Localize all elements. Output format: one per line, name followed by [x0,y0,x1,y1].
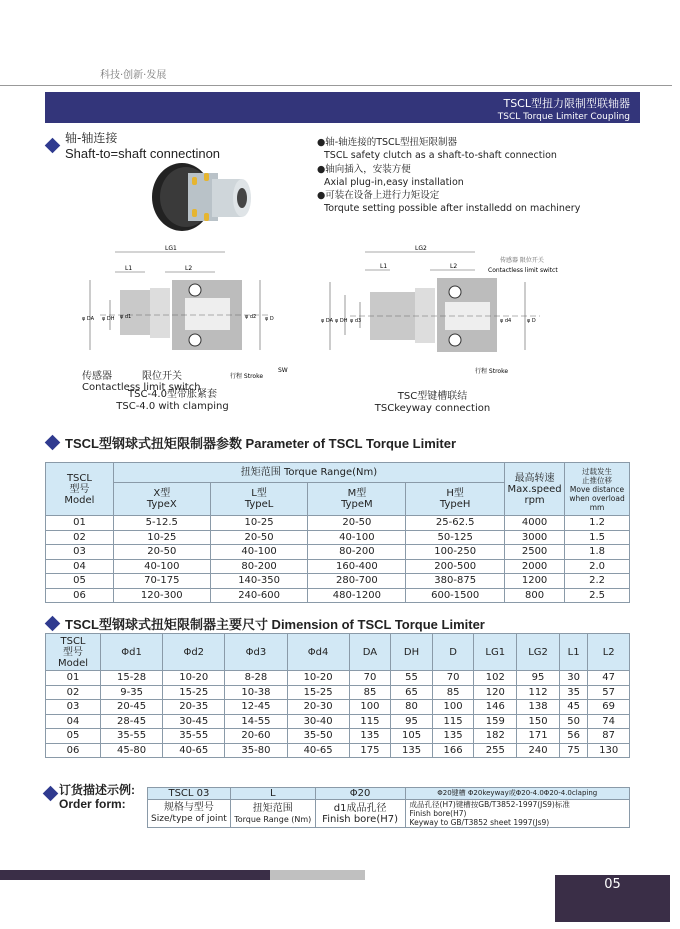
order-desc: d1成品孔径 Finish bore(H7) [315,800,405,828]
caption-en: TSC-4.0 with clamping [116,401,229,412]
table-cell: 12-45 [225,700,287,715]
column-header: Φd2 [163,634,225,671]
table-cell: 45-80 [101,743,163,758]
label-da: φ DA [82,316,95,322]
column-header: L2 [588,634,630,671]
table-cell: 10-38 [225,685,287,700]
type-m-head: M型 TypeM [308,483,406,516]
footer-bar [0,870,270,880]
table-cell: 175 [349,743,391,758]
label-l1: L1 [125,265,133,272]
table-cell: 35-55 [163,729,225,744]
feature-en: Axial plug-in,easy installation [324,176,464,188]
model-head: TSCL 型号 Model [46,463,114,516]
table-row [46,671,630,686]
order-label-en: Order form: [59,797,126,811]
column-header: L1 [559,634,587,671]
table-cell: 02 [46,685,101,700]
table-cell: 8-28 [225,671,287,686]
label-lg2: LG2 [415,245,427,252]
feature-list [317,136,580,216]
table-cell: 182 [474,729,517,744]
table-cell: 70-175 [113,574,210,589]
table-cell: 40-100 [210,545,308,560]
table-cell: 1.5 [565,530,630,545]
table-cell: 80-200 [308,545,406,560]
speed-head: 最高转速 Max.speed rpm [505,463,565,516]
table-cell: 140-350 [210,574,308,589]
type-l-head: L型 TypeL [210,483,308,516]
table-cell: 55 [391,671,433,686]
dim-title: TSCL型钢球式扭矩限制器主要尺寸 Dimension of TSCL Torque Limiter [65,617,485,632]
table-cell: 2.0 [565,559,630,574]
table-cell: 85 [432,685,474,700]
diamond-icon [45,435,61,451]
table-cell: 160-400 [308,559,406,574]
table-cell: 800 [505,588,565,603]
table-cell: 95 [391,714,433,729]
table-cell: 3000 [505,530,565,545]
table-cell: 74 [588,714,630,729]
order-label-cn: 订货描述示例: [59,783,135,797]
table-cell: 06 [46,588,114,603]
table-cell: 40-100 [308,530,406,545]
table-cell: 28-45 [101,714,163,729]
model-head: TSCL 型号 Model [46,634,101,671]
table-cell: 9-35 [101,685,163,700]
table-cell: 06 [46,743,101,758]
table-row [46,714,630,729]
table-cell: 35-55 [101,729,163,744]
divider [0,85,672,86]
label-d: φ D [265,316,274,322]
table-cell: 75 [559,743,587,758]
table-cell: 57 [588,685,630,700]
feature-en: Torqute setting possible after installedd on machinery [324,203,581,215]
table-cell: 135 [391,743,433,758]
caption-keyway [370,391,495,415]
param-table [45,462,630,603]
table-cell: 10-20 [287,671,349,686]
drawing-clamping [80,240,300,380]
table-cell: 65 [391,685,433,700]
table-cell: 56 [559,729,587,744]
switch-cn: 限位开关 [142,371,182,382]
table-cell: 100 [349,700,391,715]
table-cell: 70 [349,671,391,686]
table-cell: 146 [474,700,517,715]
table-cell: 480-1200 [308,588,406,603]
table-cell: 20-50 [210,530,308,545]
order-example: TSCL 03 [148,788,231,800]
table-cell: 115 [432,714,474,729]
table-cell: 20-35 [163,700,225,715]
table-cell: 102 [474,671,517,686]
table-cell: 30-45 [163,714,225,729]
table-cell: 120-300 [113,588,210,603]
table-row [46,588,630,603]
feature-en: TSCL safety clutch as a shaft-to-shaft connection [324,150,557,162]
table-cell: 100-250 [406,545,505,560]
order-example: Φ20键槽 Φ20keyway或Φ20-4.0Φ20-4.0claping [405,788,629,800]
table-cell: 600-1500 [406,588,505,603]
table-cell: 2.5 [565,588,630,603]
table-row [46,743,630,758]
table-row [46,559,630,574]
table-cell: 4000 [505,516,565,531]
sensor-en: Contactless limit switch [82,382,201,393]
table-cell: 5-12.5 [113,516,210,531]
title-banner [45,92,640,123]
order-example: L [230,788,315,800]
table-cell: 10-25 [210,516,308,531]
table-cell: 10-25 [113,530,210,545]
label-d1: φ d1 [120,314,132,320]
table-cell: 280-700 [308,574,406,589]
caption-cn: TSC-4.0型带胀紧套 [128,389,217,400]
table-cell: 85 [349,685,391,700]
table-cell: 120 [474,685,517,700]
table-cell: 15-25 [163,685,225,700]
table-cell: 40-65 [287,743,349,758]
table-cell: 150 [517,714,560,729]
table-cell: 115 [349,714,391,729]
column-header: LG1 [474,634,517,671]
table-cell: 10-20 [163,671,225,686]
table-cell: 70 [432,671,474,686]
table-cell: 30-40 [287,714,349,729]
param-title: TSCL型钢球式扭矩限制器参数 Parameter of TSCL Torque Limiter [65,436,457,451]
table-row [46,545,630,560]
column-header: D [432,634,474,671]
table-cell: 87 [588,729,630,744]
table-cell: 2.2 [565,574,630,589]
table-cell: 1.8 [565,545,630,560]
tagline: 科技·创新·发展 [100,70,167,81]
table-cell: 112 [517,685,560,700]
table-cell: 50 [559,714,587,729]
table-cell: 1.2 [565,516,630,531]
column-header: LG2 [517,634,560,671]
diamond-icon [45,138,61,154]
table-cell: 20-50 [113,545,210,560]
table-cell: 30 [559,671,587,686]
table-cell: 2000 [505,559,565,574]
table-cell: 20-45 [101,700,163,715]
table-cell: 25-62.5 [406,516,505,531]
column-header: DA [349,634,391,671]
column-header: Φd1 [101,634,163,671]
range-head: 扭矩范围 Torque Range(Nm) [113,463,504,483]
table-row [46,700,630,715]
table-cell: 200-500 [406,559,505,574]
label-sw: SW [278,367,288,374]
table-cell: 35-50 [287,729,349,744]
order-desc: 扭矩范围 Torque Range (Nm) [230,800,315,828]
table-cell: 20-60 [225,729,287,744]
table-cell: 35-80 [225,743,287,758]
dim-table [45,633,630,758]
label-stroke: 行程 Stroke [230,373,264,380]
label-d3: φ d3 [350,318,362,324]
title-en: TSCL Torque Limiter Coupling [497,112,630,122]
table-cell: 135 [349,729,391,744]
caption-cn: TSC型键槽联结 [397,391,468,402]
section-title-cn: 轴-轴连接 [65,131,118,145]
table-cell: 03 [46,545,114,560]
label-dh: φ DH [335,318,348,324]
table-cell: 2500 [505,545,565,560]
table-cell: 138 [517,700,560,715]
table-cell: 35 [559,685,587,700]
footer-bar-gray [270,870,365,880]
table-cell: 15-28 [101,671,163,686]
table-cell: 20-30 [287,700,349,715]
table-cell: 20-50 [308,516,406,531]
table-cell: 05 [46,574,114,589]
table-cell: 380-875 [406,574,505,589]
feature-cn: ●轴向插入，安装方便 [317,163,411,175]
table-cell: 05 [46,729,101,744]
table-cell: 45 [559,700,587,715]
label-lg1: LG1 [165,245,177,252]
label-d: φ D [527,318,536,324]
order-desc: 成品孔径(H7)键槽按GB/T3852-1997(JS9)标准 Finish bore(H7) Keyway to GB/T3852 sheet 1997(Js9) [405,800,629,828]
table-cell: 100 [432,700,474,715]
table-cell: 105 [391,729,433,744]
feature-cn: ●轴-轴连接的TSCL型扭矩限制器 [317,137,457,148]
table-cell: 02 [46,530,114,545]
coupling-photo [140,155,260,235]
order-label [59,783,135,811]
table-cell: 50-125 [406,530,505,545]
table-row [46,729,630,744]
table-cell: 47 [588,671,630,686]
table-row [46,516,630,531]
order-desc: 规格与型号 Size/type of joint [148,800,231,828]
table-cell: 40-100 [113,559,210,574]
label-stroke: 行程 Stroke [475,368,509,375]
sensor-cn: 传感器 [82,371,112,382]
table-cell: 95 [517,671,560,686]
table-cell: 240-600 [210,588,308,603]
type-x-head: X型 TypeX [113,483,210,516]
diamond-icon [45,616,61,632]
table-cell: 80 [391,700,433,715]
table-cell: 04 [46,714,101,729]
table-cell: 01 [46,671,101,686]
column-header: Φd3 [225,634,287,671]
table-cell: 1200 [505,574,565,589]
table-cell: 40-65 [163,743,225,758]
table-cell: 166 [432,743,474,758]
table-cell: 255 [474,743,517,758]
table-cell: 04 [46,559,114,574]
table-cell: 171 [517,729,560,744]
drawing-keyway [320,240,600,380]
page-number: 05 [555,875,670,922]
table-cell: 135 [432,729,474,744]
order-table [147,787,630,828]
title-cn: TSCL型扭力限制型联轴器 [503,97,630,110]
table-cell: 01 [46,516,114,531]
order-example: Φ20 [315,788,405,800]
caption-en: TSCkeyway connection [374,403,491,414]
label-d4: φ d4 [500,318,512,324]
table-cell: 14-55 [225,714,287,729]
table-cell: 130 [588,743,630,758]
column-header: DH [391,634,433,671]
table-cell: 03 [46,700,101,715]
table-cell: 159 [474,714,517,729]
column-header: Φd4 [287,634,349,671]
label-d2: φ d2 [245,314,257,320]
sensor-cn: 传感器 限位开关 [500,257,544,264]
caption-clamping [115,389,230,413]
table-cell: 240 [517,743,560,758]
sensor-en: Contactless limit switct [488,267,558,274]
label-l2: L2 [450,263,458,270]
label-l1: L1 [380,263,388,270]
type-h-head: H型 TypeH [406,483,505,516]
table-row [46,530,630,545]
feature-cn: ●可装在设备上进行力矩设定 [317,190,440,202]
table-cell: 15-25 [287,685,349,700]
section-title-en: Shaft-to=shaft connectinon [65,146,221,161]
table-cell: 80-200 [210,559,308,574]
diamond-icon [43,786,59,802]
move-head: 过载发生 止推位移 Move distance when overload mm [565,463,630,516]
label-da: φ DA [321,318,334,324]
label-l2: L2 [185,265,193,272]
table-row [46,685,630,700]
table-row [46,574,630,589]
table-cell: 69 [588,700,630,715]
label-dh: φ DH [102,316,115,322]
